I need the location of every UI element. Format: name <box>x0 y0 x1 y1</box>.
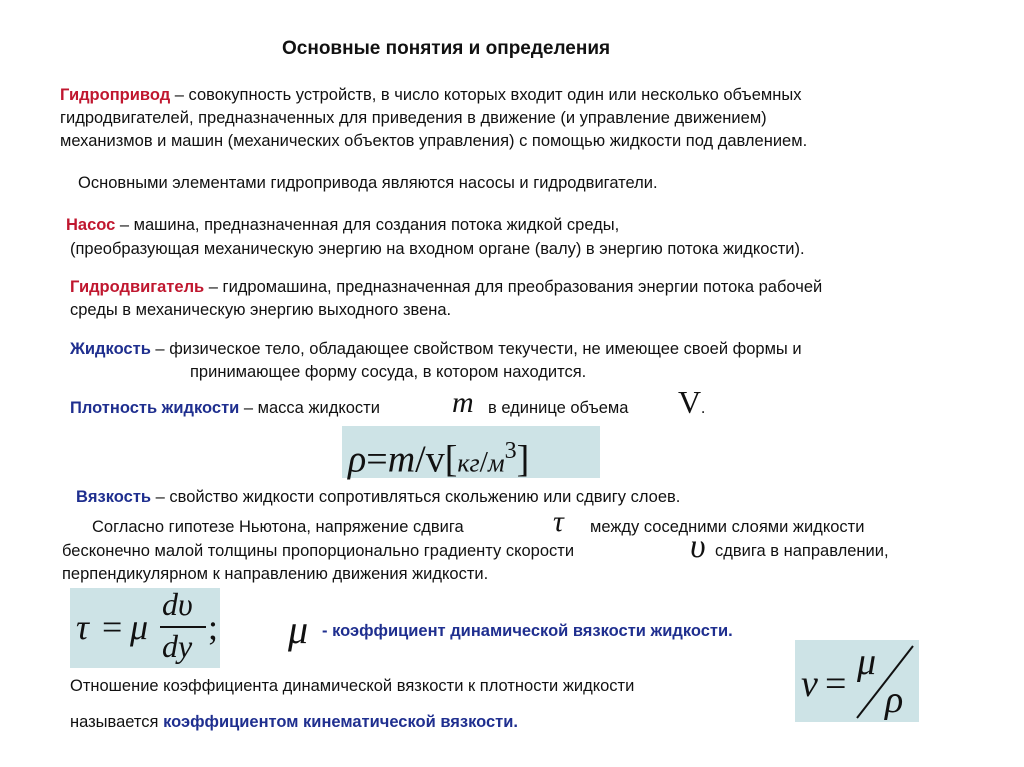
definition-viscosity <box>76 486 680 508</box>
definition-liquid <box>70 338 802 360</box>
term-pump: Насос <box>66 216 116 234</box>
newton-text-line2a: бесконечно малой толщины пропорционально градиенту скорости <box>62 542 575 560</box>
definition-hydraulic-motor <box>70 276 822 298</box>
definition-density <box>70 397 380 419</box>
pump-text-line1: – машина, предназначенная для создания потока жидкой среды, <box>115 216 620 234</box>
semicolon: ; <box>208 607 219 647</box>
right-bracket: ] <box>516 438 530 481</box>
unit-m: м <box>488 448 505 478</box>
kinematic-text-line2 <box>70 711 518 733</box>
equals-sign: = <box>102 607 123 647</box>
tau-symbol-inline: τ <box>553 505 564 538</box>
rho-symbol: ρ <box>885 679 904 721</box>
rho-symbol: ρ <box>348 438 367 481</box>
density-formula <box>348 428 529 487</box>
density-text-b: в единице объема <box>488 399 629 417</box>
motor-text-line2: среды в механическую энергию выходного звена. <box>70 301 452 319</box>
definition-pump <box>66 214 619 236</box>
density-formula-box <box>342 426 600 481</box>
division-slash: / <box>415 438 426 481</box>
term-hydraulic-drive: Гидропривод <box>60 86 171 104</box>
symbol-m: m <box>452 386 474 419</box>
liquid-text-line1: – физическое тело, обладающее свойством текучести, не имеющее своей формы и <box>150 340 802 358</box>
equals-sign: = <box>825 663 847 705</box>
unit-exponent: 3 <box>504 438 517 464</box>
kinematic-formula-box <box>795 640 919 722</box>
tau-symbol: τ <box>76 607 89 647</box>
volume-symbol: v <box>425 438 445 481</box>
symbol-v-dot: . <box>701 400 706 417</box>
upsilon-symbol-inline: υ <box>690 528 706 565</box>
kinematic-text-called: называется <box>70 713 159 731</box>
nu-symbol: ν <box>801 663 818 705</box>
kinematic-text-line1: Отношение коэффициента динамической вязкости к плотности жидкости <box>70 677 635 695</box>
newton-formula-box <box>70 588 220 668</box>
main-elements-text: Основными элементами гидропривода являются насосы и гидродвигатели. <box>78 174 658 192</box>
unit-slash: / <box>479 445 489 479</box>
newton-text-line1b: между соседними слоями жидкости <box>590 518 865 536</box>
viscosity-text: – свойство жидкости сопротивляться скольжению или сдвигу слоев. <box>151 488 681 506</box>
definition-text-line2: гидродвигателей, предназначенных для приведения в движение (и управление движением) <box>60 109 767 127</box>
term-viscosity: Вязкость <box>76 488 152 506</box>
mass-symbol: m <box>387 438 416 481</box>
mu-symbol: μ <box>130 607 149 647</box>
mu-symbol-large: μ <box>288 607 309 652</box>
density-text-a: – масса жидкости <box>239 399 380 417</box>
term-hydraulic-motor: Гидродвигатель <box>70 278 205 296</box>
motor-text-line1: – гидромашина, предназначенная для преобразования энергии потока рабочей <box>204 278 823 296</box>
left-bracket: [ <box>444 438 458 481</box>
definition-hydraulic-drive <box>60 84 801 106</box>
fraction-denominator: dy <box>162 628 193 664</box>
term-liquid: Жидкость <box>70 340 151 358</box>
liquid-text-line2: принимающее форму сосуда, в котором находится. <box>190 363 587 381</box>
term-density: Плотность жидкости <box>70 399 240 417</box>
pump-text-line2: (преобразующая механическую энергию на входном органе (валу) в энергию потока жидкости). <box>70 240 805 258</box>
mu-definition-text: - коэффициент динамической вязкости жидкости. <box>322 622 733 640</box>
definition-text-line1: – совокупность устройств, в число которых входит один или несколько объемных <box>170 86 802 104</box>
unit-kg: кг <box>457 448 480 478</box>
newton-text-line3: перпендикулярном к направлению движения жидкости. <box>62 565 489 583</box>
symbol-v <box>678 384 705 421</box>
equals-sign: = <box>366 438 388 481</box>
fraction-numerator: dυ <box>162 586 193 622</box>
newton-text-line2b: сдвига в направлении, <box>715 542 889 560</box>
definition-text-line3: механизмов и машин (механических объектов управления) с помощью жидкости под давлением. <box>60 132 808 150</box>
mu-symbol: μ <box>857 641 877 683</box>
page-title: Основные понятия и определения <box>282 38 611 59</box>
term-kinematic-viscosity: коэффициентом кинематической вязкости. <box>163 713 518 731</box>
symbol-v-letter: V <box>678 384 702 420</box>
newton-text-line1a: Согласно гипотезе Ньютона, напряжение сдвига <box>92 518 464 536</box>
